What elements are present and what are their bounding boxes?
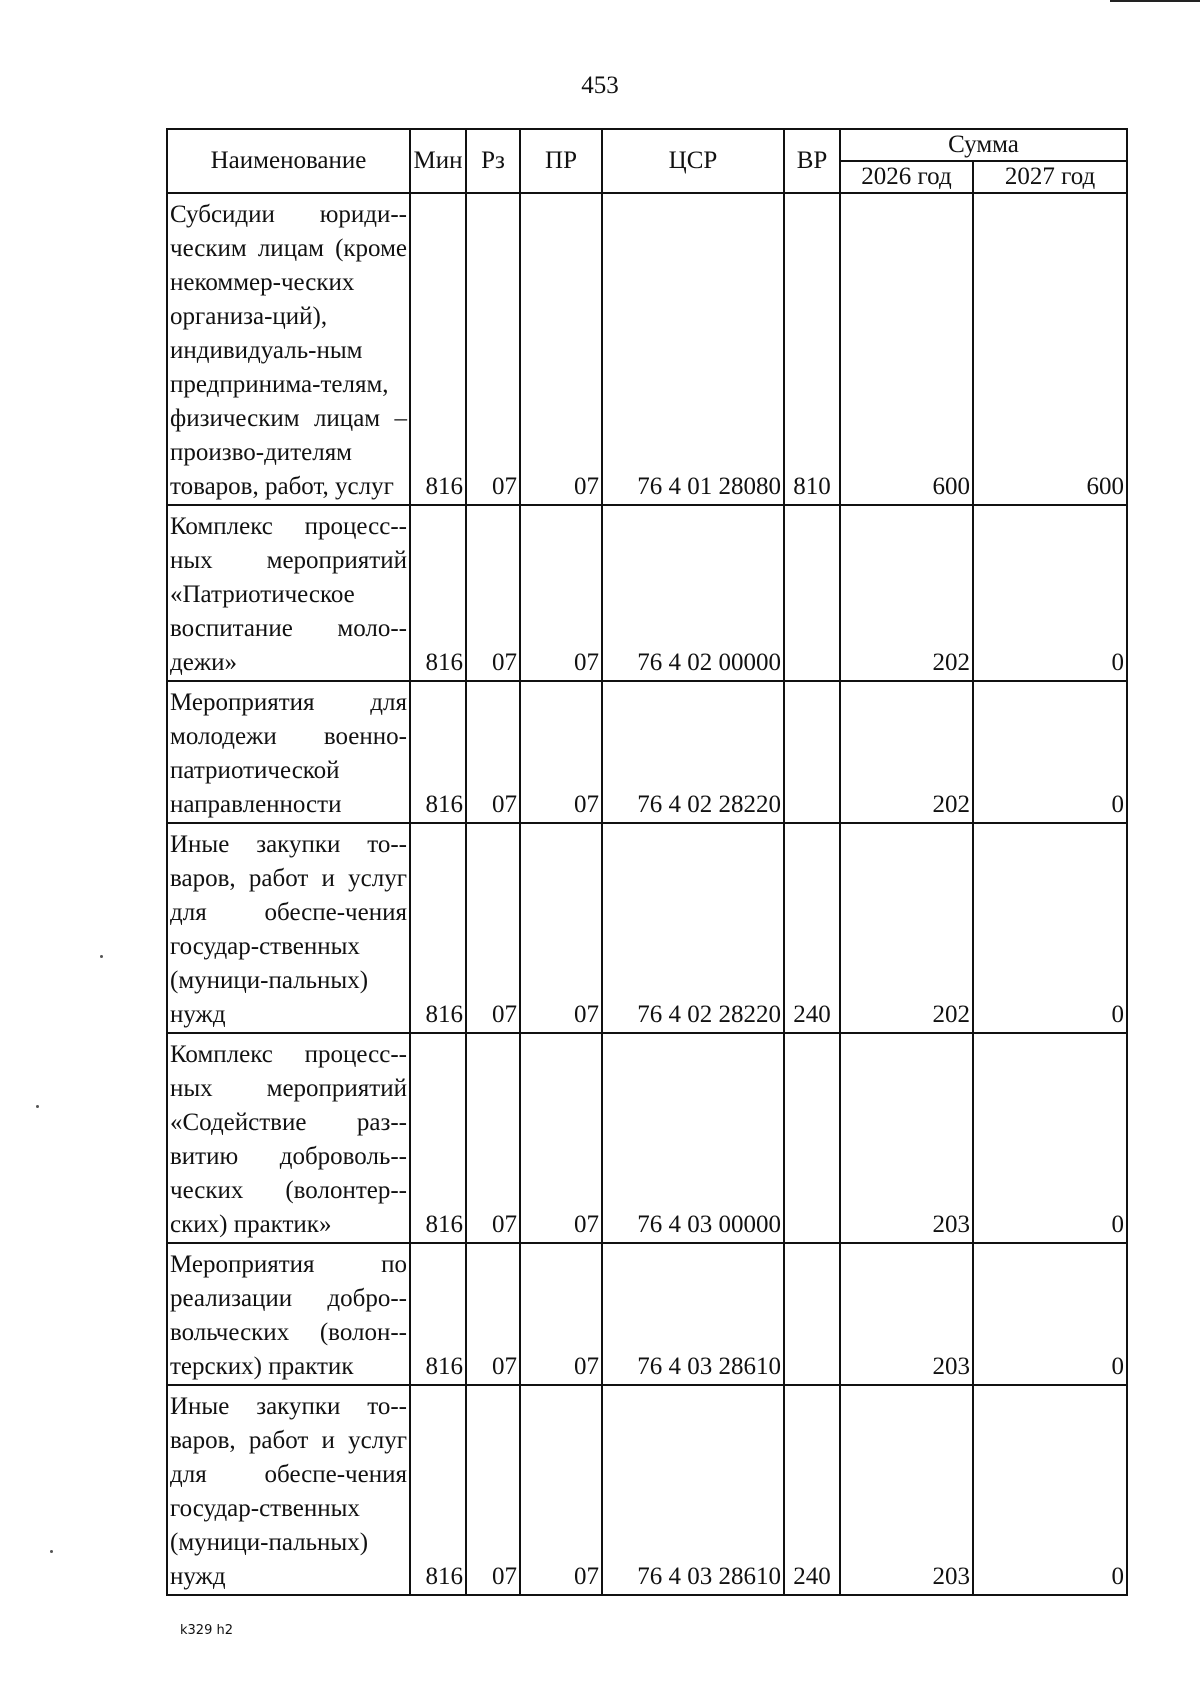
table-body — [167, 193, 1127, 1595]
page-number: 453 — [581, 72, 619, 99]
row-rz: 07 — [466, 1243, 520, 1385]
row-name: Иные закупки то-варов, работ и услуг для обеспе-чения государ-ственных (муници-пальных) нужд — [167, 823, 410, 1033]
row-name: Комплекс процесс-ных мероприятий «Патриотическое воспитание моло-дежи» — [167, 505, 410, 681]
row-min: 816 — [410, 505, 466, 681]
row-name: Мероприятия для молодежи военно-патриотической направленности — [167, 681, 410, 823]
row-sum-2027: 0 — [973, 1033, 1127, 1243]
row-sum-2026: 203 — [840, 1385, 973, 1595]
row-name: Субсидии юриди-ческим лицам (кроме некоммер-ческих организа-ций), индивидуаль-ным предпринима-телям, физическим лицам – произво-дителям товаров, работ, услуг — [167, 193, 410, 505]
row-sum-2027: 0 — [973, 681, 1127, 823]
row-rz: 07 — [466, 1385, 520, 1595]
row-vr — [784, 505, 840, 681]
row-vr — [784, 1033, 840, 1243]
row-sum-2026: 202 — [840, 505, 973, 681]
col-header-min: Мин — [410, 129, 466, 193]
scan-speck — [36, 1105, 39, 1108]
row-name: Комплекс процесс-ных мероприятий «Содействие раз-витию доброволь-ческих (волонтер-ских) практик» — [167, 1033, 410, 1243]
budget-table — [166, 128, 1128, 1596]
row-rz: 07 — [466, 681, 520, 823]
row-vr — [784, 1243, 840, 1385]
row-csr: 76 4 03 28610 — [602, 1385, 784, 1595]
col-header-year-2026: 2026 год — [840, 161, 973, 193]
row-csr: 76 4 02 00000 — [602, 505, 784, 681]
row-rz: 07 — [466, 505, 520, 681]
row-pr: 07 — [520, 1033, 602, 1243]
scan-edge-rule — [1110, 0, 1200, 2]
row-name: Иные закупки то-варов, работ и услуг для обеспе-чения государ-ственных (муници-пальных) нужд — [167, 1385, 410, 1595]
row-vr: 810 — [784, 193, 840, 505]
row-sum-2027: 0 — [973, 505, 1127, 681]
row-vr: 240 — [784, 823, 840, 1033]
row-csr: 76 4 03 00000 — [602, 1033, 784, 1243]
table-row — [167, 681, 1127, 823]
table-row — [167, 505, 1127, 681]
row-min: 816 — [410, 1243, 466, 1385]
row-sum-2027: 0 — [973, 1385, 1127, 1595]
row-pr: 07 — [520, 193, 602, 505]
row-sum-2026: 202 — [840, 681, 973, 823]
row-sum-2027: 0 — [973, 1243, 1127, 1385]
row-min: 816 — [410, 193, 466, 505]
col-header-pr: ПР — [520, 129, 602, 193]
footer-document-code: k329 h2 — [180, 1623, 233, 1638]
row-rz: 07 — [466, 823, 520, 1033]
row-pr: 07 — [520, 823, 602, 1033]
row-csr: 76 4 03 28610 — [602, 1243, 784, 1385]
table-row — [167, 193, 1127, 505]
row-sum-2027: 0 — [973, 823, 1127, 1033]
col-header-csr: ЦСР — [602, 129, 784, 193]
row-pr: 07 — [520, 505, 602, 681]
row-csr: 76 4 01 28080 — [602, 193, 784, 505]
row-min: 816 — [410, 681, 466, 823]
table-row — [167, 1033, 1127, 1243]
row-vr: 240 — [784, 1385, 840, 1595]
table-row — [167, 1243, 1127, 1385]
row-pr: 07 — [520, 681, 602, 823]
row-sum-2026: 600 — [840, 193, 973, 505]
row-pr: 07 — [520, 1385, 602, 1595]
row-sum-2026: 203 — [840, 1243, 973, 1385]
row-name: Мероприятия по реализации добро-вольческих (волон-терских) практик — [167, 1243, 410, 1385]
row-min: 816 — [410, 1033, 466, 1243]
row-min: 816 — [410, 823, 466, 1033]
row-sum-2026: 203 — [840, 1033, 973, 1243]
row-vr — [784, 681, 840, 823]
row-rz: 07 — [466, 193, 520, 505]
row-csr: 76 4 02 28220 — [602, 681, 784, 823]
table-row — [167, 823, 1127, 1033]
col-header-name: Наименование — [167, 129, 410, 193]
col-header-rz: Рз — [466, 129, 520, 193]
scan-speck — [50, 1550, 53, 1553]
row-rz: 07 — [466, 1033, 520, 1243]
row-sum-2027: 600 — [973, 193, 1127, 505]
row-csr: 76 4 02 28220 — [602, 823, 784, 1033]
row-pr: 07 — [520, 1243, 602, 1385]
table-row — [167, 1385, 1127, 1595]
scan-speck — [100, 955, 103, 958]
col-header-vr: ВР — [784, 129, 840, 193]
row-min: 816 — [410, 1385, 466, 1595]
col-header-year-2027: 2027 год — [973, 161, 1127, 193]
col-header-sum: Сумма — [840, 129, 1127, 161]
row-sum-2026: 202 — [840, 823, 973, 1033]
